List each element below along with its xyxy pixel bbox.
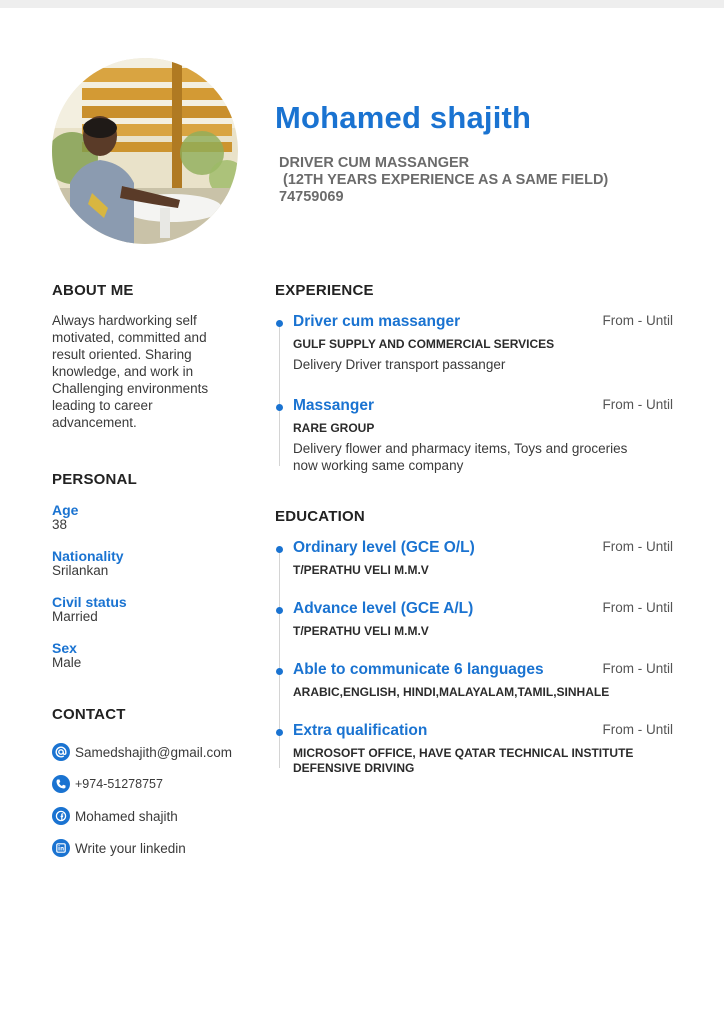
phone-text: +974-51278757 [75, 777, 163, 791]
header-phone: 74759069 [279, 189, 344, 205]
bullet-dot [276, 729, 283, 736]
nationality-label: Nationality [52, 548, 124, 564]
facebook-icon [52, 807, 70, 825]
education-heading: EDUCATION [275, 508, 365, 525]
job-role: DRIVER CUM MASSANGER [279, 155, 470, 171]
experience-entry [275, 313, 675, 373]
education-entry [275, 539, 675, 578]
about-line: motivated, committed and [52, 330, 207, 345]
personal-heading: PERSONAL [52, 471, 137, 488]
profile-photo [52, 58, 238, 244]
header-subtitle [279, 155, 608, 206]
about-text [52, 312, 257, 431]
experience-desc [293, 440, 675, 474]
right-column [275, 282, 675, 776]
about-line: knowledge, and work in [52, 364, 194, 379]
education-timeline [275, 539, 675, 776]
education-title: Advance level (GCE A/L) [293, 600, 474, 617]
education-org [293, 746, 675, 776]
about-line: leading to career [52, 398, 153, 413]
at-icon [52, 743, 70, 761]
facebook-text: Mohamed shajith [75, 808, 178, 824]
desc-line: now working same company [293, 458, 464, 473]
experience-entry [275, 397, 675, 474]
bullet-dot [276, 668, 283, 675]
bullet-dot [276, 607, 283, 614]
top-bar [0, 0, 724, 8]
education-title: Extra qualification [293, 722, 428, 739]
experience-timeline [275, 313, 675, 474]
desc-line: Delivery flower and pharmacy items, Toys and groceries [293, 441, 628, 456]
bullet-dot [276, 404, 283, 411]
experience-org: RARE GROUP [293, 421, 375, 435]
linkedin-icon [52, 839, 70, 857]
about-line: Always hardworking self [52, 313, 197, 328]
education-org: T/PERATHU VELI M.M.V [293, 624, 429, 638]
education-org: ARABIC,ENGLISH, HINDI,MALAYALAM,TAMIL,SINHALE [293, 685, 610, 699]
education-date: From - Until [602, 661, 673, 676]
age-value: 38 [52, 517, 68, 532]
contact-phone[interactable] [52, 768, 257, 800]
education-date: From - Until [602, 600, 673, 615]
phone-icon [52, 775, 70, 793]
age-label: Age [52, 502, 79, 518]
desc-line: Delivery Driver transport passanger [293, 357, 506, 372]
education-date: From - Until [602, 722, 673, 737]
education-entry [275, 661, 675, 700]
contact-facebook[interactable] [52, 800, 257, 832]
nationality-value: Srilankan [52, 563, 109, 578]
education-entry [275, 722, 675, 776]
email-text: Samedshajith@gmail.com [75, 744, 233, 760]
experience-title: Driver cum massanger [293, 313, 461, 330]
left-column [52, 282, 257, 864]
experience-title: Massanger [293, 397, 374, 414]
education-entry [275, 600, 675, 639]
bullet-dot [276, 320, 283, 327]
org-line: DEFENSIVE DRIVING [293, 761, 415, 775]
contact-email[interactable] [52, 736, 257, 768]
candidate-name: Mohamed shajith [275, 100, 532, 135]
sex-value: Male [52, 655, 82, 670]
experience-org: GULF SUPPLY AND COMMERCIAL SERVICES [293, 337, 555, 351]
civil-status-label: Civil status [52, 594, 127, 610]
experience-date: From - Until [602, 313, 673, 328]
bullet-dot [276, 546, 283, 553]
education-title: Able to communicate 6 languages [293, 661, 544, 678]
education-org: T/PERATHU VELI M.M.V [293, 563, 429, 577]
experience-date: From - Until [602, 397, 673, 412]
about-line: advancement. [52, 415, 137, 430]
linkedin-text: Write your linkedin [75, 840, 186, 856]
about-heading: ABOUT ME [52, 282, 134, 299]
about-line: result oriented. Sharing [52, 347, 192, 362]
experience-desc [293, 356, 675, 373]
education-date: From - Until [602, 539, 673, 554]
about-line: Challenging environments [52, 381, 209, 396]
experience-heading: EXPERIENCE [275, 282, 374, 299]
org-line: MICROSOFT OFFICE, HAVE QATAR TECHNICAL INSTITUTE [293, 746, 634, 760]
experience-note: (12TH YEARS EXPERIENCE AS A SAME FIELD) [279, 172, 609, 188]
civil-status-value: Married [52, 609, 98, 624]
contact-linkedin[interactable] [52, 832, 257, 864]
education-title: Ordinary level (GCE O/L) [293, 539, 475, 556]
contact-heading: CONTACT [52, 706, 126, 723]
contact-list [52, 736, 257, 864]
sex-label: Sex [52, 640, 77, 656]
